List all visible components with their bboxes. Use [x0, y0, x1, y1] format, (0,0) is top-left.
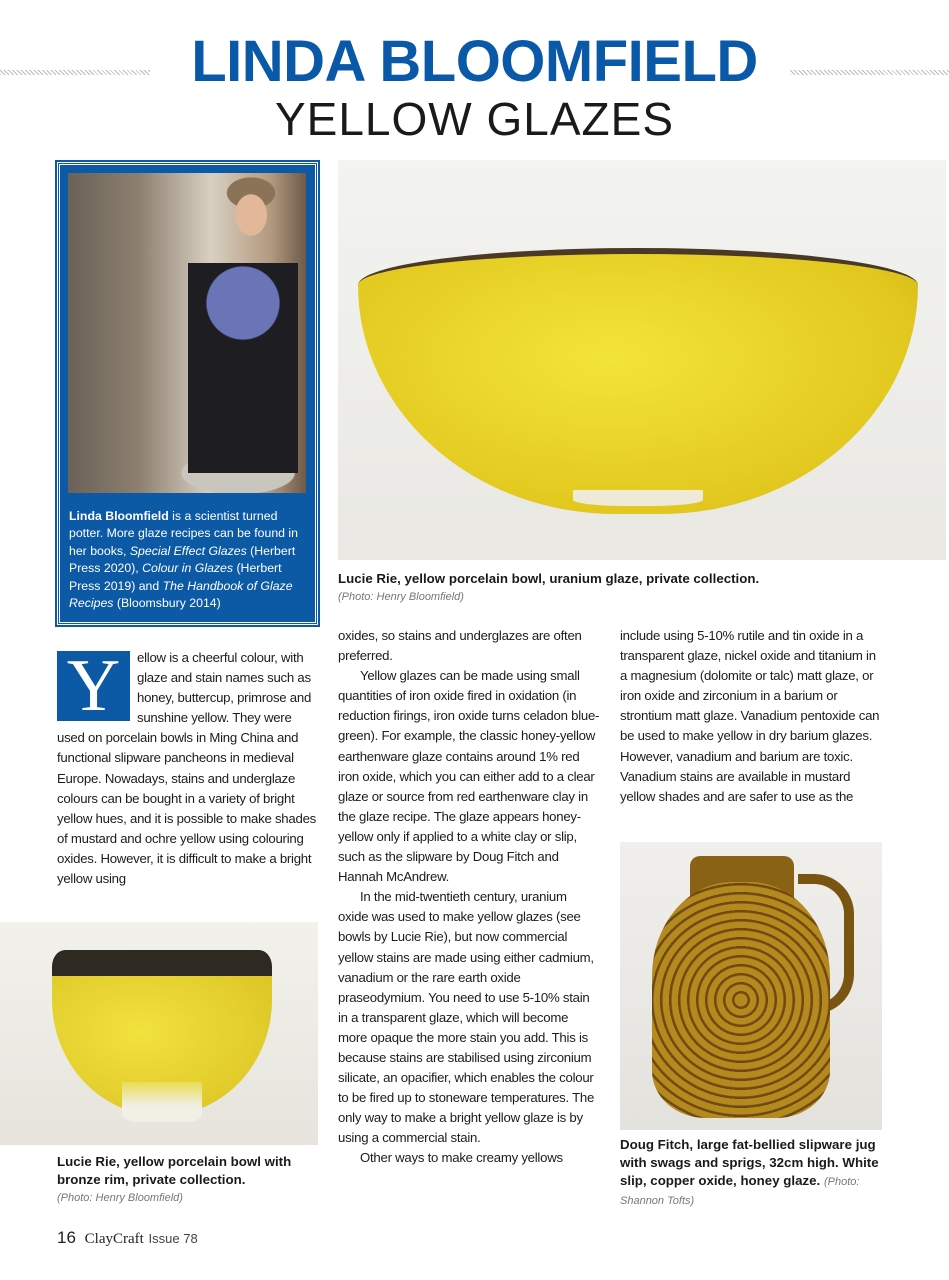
article-column-3: include using 5-10% rutile and tin oxide in a transparent glaze, nickel oxide and titanium in a magnesium (dolomite or talc) matt glaze, or iron oxide and zirconium in a barium or strontium matt glaze. Vanadium pentoxide can be used to make yellow in dry barium glazes. However, vanadium and barium are toxic. Vanadium stains are available in mustard yellow shades and are safer to use as the — [620, 628, 880, 804]
drop-cap: Y — [57, 651, 130, 721]
author-photo — [68, 173, 306, 493]
page-number: 16 — [57, 1228, 76, 1247]
caption-jug: Doug Fitch, large fat-bellied slipware jug with swags and sprigs, 32cm high. White slip, copper oxide, honey glaze. (Photo: Shannon Tofts) — [620, 1137, 879, 1207]
bowl-foot — [122, 1082, 202, 1122]
jug-body — [652, 882, 830, 1118]
photo-yellow-bowl-uranium — [338, 160, 946, 560]
photo-slipware-jug — [620, 842, 882, 1130]
bowl-shape — [358, 248, 918, 514]
caption-main: Lucie Rie, yellow porcelain bowl, uranium glaze, private collection. (Photo: Henry Bloomfield) — [338, 571, 760, 603]
page-footer — [57, 1228, 198, 1248]
author-title: LINDA BLOOMFIELD — [191, 29, 758, 94]
article-column-2: oxides, so stains and underglazes are often preferred. Yellow glazes can be made using small quantities of iron oxide fired in oxidation (in reduction firings, iron oxide turns celadon blue-green). For example, the classic honey-yellow earthenware glaze contains around 1% red iron oxide, which you can either add to a clear glaze or source from red earthenware clay in the glaze recipe. The glaze appears honey-yellow only if applied to a white clay or slip, such as the slipware by Doug Fitch and Hannah McAndrew. In the mid-twentieth century, uranium oxide was used to make yellow glazes (see bowls by Lucie Rie), but now commercial yellow stains are made using either cadmium, vanadium or the rare earth oxide praseodymium. You need to use 5-10% stain in a transparent glaze, which will become more opaque the more stain you add. This is because stains are stabilised using zirconium silicate, an opacifier, which enables the colour to be fired up to stoneware temperatures. The only way to make a bright yellow glaze is by using a commercial stain. Other ways to make creamy yellows — [338, 628, 600, 1166]
issue-number: Issue 78 — [148, 1231, 198, 1246]
photo-yellow-bowl-bronze-rim — [0, 922, 318, 1145]
magazine-name: ClayCraft — [84, 1231, 144, 1247]
author-bio-text: Linda Bloomfield is a scientist turned potter. More glaze recipes can be found in her books, Special Effect Glazes (Herbert Press 2020), Colour in Glazes (Herbert Press 2019) and The Handbook of Glaze Recipes (Bloomsbury 2014) — [69, 509, 298, 611]
bowl-foot — [573, 490, 703, 506]
article-title: YELLOW GLAZES — [274, 93, 674, 145]
article-column-1: ellow is a cheerful colour, with glaze and stain names such as honey, buttercup, primrose and sunshine yellow. They were used on porcelain bowls in Ming China and functional slipware pancheons in medieval Europe. Nowadays, stains and underglaze colours can be bought in a variety of bright yellow hues, and it is possible to make shades of mustard and ochre yellow using colouring oxides. However, it is difficult to make a bright yellow using — [57, 650, 316, 887]
caption-small-bowl: Lucie Rie, yellow porcelain bowl with bronze rim, private collection. (Photo: Henry Bloomfield) — [57, 1154, 292, 1204]
